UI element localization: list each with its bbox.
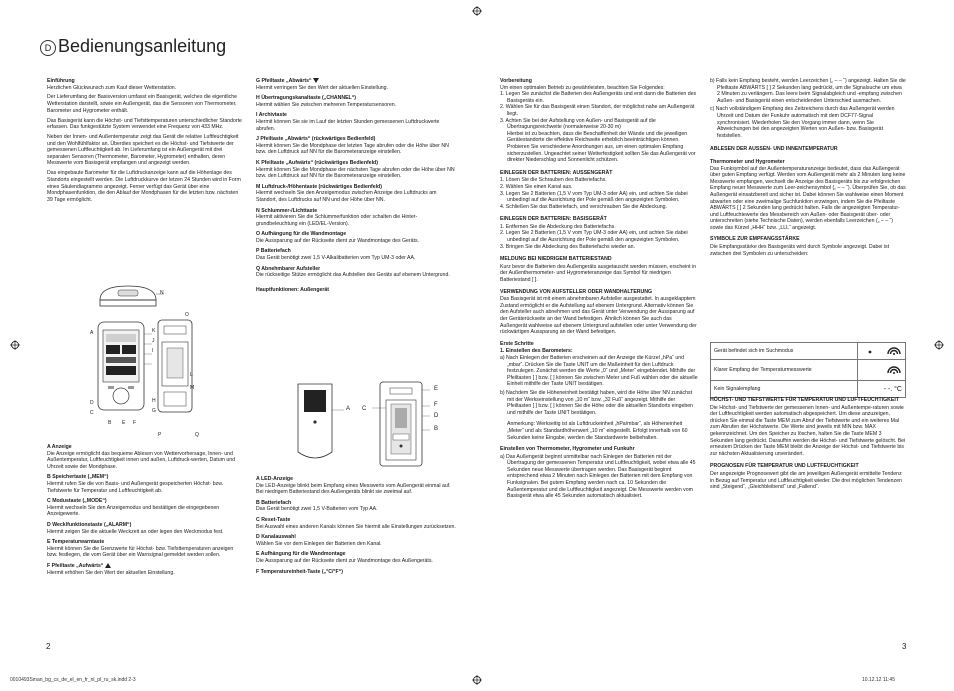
function-item: D Wecklfunktionstaste („ALARM“) Hiermit zeigen Sie die aktuelle Weckzeit an oder legen den Weckmodus fest. [47, 521, 224, 535]
section-heading: SYMBOLE ZUR EMPFANGSSTÄRKE [710, 236, 800, 243]
arrow-up-icon [105, 563, 111, 568]
column-reading-2: HÖCHST- UND TIEFSTWERTE FÜR TEMPERATUR UND LUFTFEUCHTIGKEIT Die Höchst- und Tiefstwerte der gemessenen Innen- und Außentempe-raturen sowie der Luftfeuchtigkeit werden automatisch abgespeichert. Um diese anzuzeigen, drücken Sie einmal die Taste MEM zum Abruf der Tiefstwerte und ein weiteres Mal zum Abrufen der Höchstwerte. Die Werte sind jeweils mit MIN bzw. MAX gekennzeichnet. Um den Speicher zu löschen, halten Sie die Taste MEM 3 Sekunden lang gedrückt. Daraufhin werden die Höchst- und Tiefstwerte gelöscht. Bei erneutem Drücken der Taste MEM bleibt die Anzeige der Höchst- und Tiefstwerte bis zur nächsten Aktualisierung unverändert. PROGNOSEN FÜR TEMPERATUR UND LUFTFEUCHTIGKEIT Der angezeigte Prognosewert gibt die am jeweiligen Außengerät ermittelte Tendenz in Bezug auf Temperatur und Luftfeuchtigkeit wieder. Die drei möglichen Tendenzen sind „Steigend“, „Gleichbleibend“ und „Fallend“. [710, 397, 906, 491]
callout-label: G [152, 408, 156, 414]
function-item: A LED-Anzeige Die LED-Anzeige blinkt beim Empfang eines Messwerts vom Außengerät einmal auf. Bei niedrigem Batteriestand des Außengeräts blinkt sie zweimal auf. [256, 476, 451, 496]
callout-label: M [190, 385, 195, 391]
intro-paragraph: Neben der Innen- und Außentemperatur zeigt das Gerät die relative Luftfeuchtigkeit und den Wohlfühlfaktor an. Überdies speichert es die Höchst- und Tiefstwerte der gemessenen Luftfeuchtigkeit ab. Im Lieferumfang ist ein Außengerät mit drei separaten Sensoren (Thermometer, Barometer, Hygrometer) enthalten, deren Messwerte vom Basisgerät empfangen und angezeigt werden. [47, 134, 239, 167]
page-title: Bedienungsanleitung [58, 36, 227, 56]
column-outdoor-functions [256, 476, 456, 579]
function-item: P Batteriefach Das Gerät benötigt zwei 1,5 V-Alkalibatterien vom Typ UM-3 oder AA. [256, 248, 416, 262]
signal-received-icon [862, 371, 902, 377]
subsection-heading: 1. Einstellen des Barometers: [500, 348, 573, 355]
section-heading: EINLEGEN DER BATTERIEN: BASISGERÄT [500, 216, 607, 223]
function-item: J Pfeiltaste „Abwärts“ (rückwärtiges Bedienfeld) Hiermit können Sie die Mondphase der letzten Tage abrufen oder die Höhe über NN bzw. den Luftdruck auf NN für die Barometeranzeige einstellen. [256, 136, 449, 156]
column-reading: b) Falls kein Empfang besteht, werden Leerzeichen („ ‒ ‒ “) angezeigt. Halten Sie die Pfeiltaste ABWÄRTS [ ] 2 Sekunden lang gedrückt, um die Signalsuche um etwa 2 Minuten zu verlängern. Das leere beim Signalabgleich und -empfang zwischen Außen- und Basisgerät einen entscheidenden Unterschied ausmachen. c) Nach vollständigem Empfang des Zeitzeichens durch das Außengerät werden Uhrzeit und Datum der Funkuhr automatisch mit dem DCF77-Signal synchronisiert. Wiederholen Sie den Vorgang immer dann, wenn Sie Abweichungen bei den angezeigten Werten von Außen- bzw. Basisgerät feststellen. ABLESEN DER AUSSEN- UND INNENTEMPERATUR Thermometer und Hygrometer Das Funksymbol auf der Außentemperaturanzeige bedeutet, dass das Außengerät über guten Empfang verfügt. Werden vom Außengerät mehr als 2 Minuten lang keine Messwerte empfangen, wechselt die Anzeige des Basisgeräts bis zur erfolgreichen Empfang neuer Messwerte zum Leer-zeichensymbol („ ‒ ‒ “). Überprüfen Sie, ob das Außengerät einsatzbereit und sicher ist. Dabei können Sie wahlweise einen Moment abwarten oder eine zweimalige Suchfunktion erzwingen, indem Sie die Pfeiltaste ABWÄRTS [ ] 2 Sekunden lang gedrückt halten. Falls die angezeigten Temperatur- und Luftfeuchtewerte des Messbereich von Außen- oder Basisgerät über- oder unterschreiten (siehe Technische Daten), werden ebenfalls Leerzeichen („ ‒ ‒ “) sowie das Kürzel „HHH“ bzw. „LLL“ angezeigt. SYMBOLE ZUR EMPFANGSSTÄRKE Die Empfangsstärke des Basisgeräts wird durch Symbole angezeigt. Dabei ist zwischen drei Symbolen zu unterscheiden: [710, 78, 906, 257]
function-item: C Modustaste („MODE“) Hiermit wechseln Sie den Anzeigemodus und bestätigen die eingegebenen Anzeigewerte. [47, 498, 220, 518]
subsection-heading: Thermometer und Hygrometer [710, 158, 785, 165]
section-heading: MELDUNG BEI NIEDRIGEM BATTERIESTAND [500, 256, 612, 263]
registration-mark-icon [472, 6, 482, 16]
column-base-functions-2 [256, 78, 456, 293]
function-item: F Pfeiltaste „Aufwärts“ Hiermit erhöhen Sie den Wert der aktuellen Einstellung. [47, 562, 175, 576]
page-number-left: 2 [46, 642, 51, 651]
section-heading: VERWENDUNG VON AUFSTELLER ODER WANDHALTERUNG [500, 288, 653, 295]
section-heading: ABLESEN DER AUSSEN- UND INNENTEMPERATUR [710, 146, 838, 153]
page-number-right: 3 [902, 642, 907, 651]
callout-label: F [133, 420, 137, 426]
function-item: M Luftdruck-/Höhentaste (rückwärtiges Bedienfeld) Hiermit wechseln Sie den Anzeigemodus zwischen Anzeige des Luftdrucks am Standort, des Luftdrucks auf NN und der Höhe über NN. [256, 183, 437, 203]
callout-label: L [190, 372, 193, 378]
function-item: H Übertragungskanaltaste („CHANNEL“) Hiermit wählen Sie zwischen mehreren Temperatursensoren. [256, 95, 397, 108]
callout-label: E [434, 386, 439, 392]
callout-label: A [346, 406, 351, 412]
section-heading: Einstellen von Thermometer, Hygrometer und Funkuhr [500, 446, 635, 453]
section-heading: HÖCHST- UND TIEFSTWERTE FÜR TEMPERATUR UND LUFTFEUCHTIGKEIT [710, 397, 899, 403]
callout-label: O [185, 312, 189, 318]
callout-label: B [434, 426, 439, 432]
section-heading: PROGNOSEN FÜR TEMPERATUR UND LUFTFEUCHTIGKEIT [710, 463, 859, 470]
callout-label: Q [195, 432, 199, 438]
callout-label: D [90, 400, 94, 406]
callout-label: K [152, 328, 156, 334]
print-slug-left: 0010493Sman_bg_cs_de_el_en_fr_nl_pl_ru_sk.indd 2-3 [10, 677, 136, 683]
function-item: C Reset-Taste Bei Auswahl eines anderen Kanals können Sie hiermit alle Einstellungen zurücksetzen. [256, 516, 456, 530]
table-row: Klarer Empfang der Temperaturmesswerte [711, 360, 906, 381]
column-intro [47, 78, 243, 207]
intro-paragraph: Herzlichen Glückwunsch zum Kauf dieser Wetterstation. [47, 84, 177, 91]
function-item: Q Abnehmbarer Aufsteller Die rückseitige Stütze ermöglicht das Aufstellen des Geräts auf ebenem Untergrund. [256, 265, 450, 279]
callout-label: H [152, 398, 156, 404]
function-item: E Aufhängung für die Wandmontage Die Aussparung auf der Rückseite dient zur Wandmontage des Außengeräts. [256, 551, 433, 564]
registration-mark-icon [472, 675, 482, 685]
callout-label: F [434, 402, 438, 408]
column-base-functions [47, 444, 243, 580]
intro-paragraph: Der Lieferumfang der Basisversion umfasst ein Basisgerät, welches die eigentliche Wetterstation darstellt, sowie ein Außengerät, das die Sensoren von Thermometer, Barometer und Hygrometer enthält. [47, 94, 238, 114]
function-item: E Temperaturwarntaste Hiermit können Sie die Grenzwerte für Höchst- bzw. Tiefsttemperaturen anzeigen bzw. festlegen, die vom Gerät über ein Warnsignal gemeldet werden sollen. [47, 539, 234, 559]
outdoor-sensor-illustration [290, 378, 440, 470]
intro-paragraph: Das Basisgerät kann die Höchst- und Tiefsttemperaturen unterschiedlicher Standorte erfassen. Das funkgestützte System verwendet eine Frequenz von 433 MHz. [47, 117, 242, 131]
note: Anmerkung: Werkseitig ist als Luftdruckeinheit „hPa/mbar“, als Höheneinheit „Meter“ und als Standardhöhenwert „10 m“ eingestellt. Erfolgt innerhalb von 60 Sekunden keine Eingabe, werden die Standardwerte beibehalten. [507, 421, 688, 441]
numbered-list: 1. Lösen Sie die Schrauben des Batteriefachs. 2. Wählen Sie einen Kanal aus. 3. Legen Sie 2 Batterien (1,5 V vom Typ UM-3 oder AA) ein, und achten Sie dabei unbedingt auf die Ausrichtung der Pole gemäß den angezeigten Symbolen. 4. Schließen Sie das Batteriefach, und verschrauben Sie die Abdeckung. [500, 177, 688, 210]
registration-mark-icon [10, 340, 20, 350]
language-badge: D [40, 40, 56, 56]
function-item: K Pfeiltaste „Aufwärts“ (rückwärtiges Bedienfeld) Hiermit können Sie die Mondphase der nächsten Tage abrufen oder die Höhe über NN bzw. den Luftdruck auf NN für die Barometeranzeige einstellen. [256, 159, 455, 180]
no-signal-symbol: - -. °C [858, 381, 906, 398]
function-item: O Aufhängung für die Wandmontage Die Aussparung auf der Rückseite dient zur Wandmontage des Geräts. [256, 231, 420, 244]
callout-label: C [90, 410, 94, 416]
intro-heading: Einführung [47, 78, 75, 84]
callout-label: E [122, 420, 126, 426]
callout-label: D [434, 413, 439, 419]
callout-label: C [362, 406, 367, 412]
base-station-illustration [88, 282, 198, 442]
callout-label: J [152, 338, 155, 344]
searching-signal-icon [862, 352, 902, 358]
callout-label: P [158, 432, 162, 438]
registration-mark-icon [934, 340, 944, 350]
callout-label: A [90, 330, 94, 336]
arrow-down-icon [313, 78, 319, 83]
function-item: D Kanalauswahl Wählen Sie vor dem Einlegen der Batterien den Kanal. [256, 534, 382, 547]
function-item: I Archivtaste Hiermit können Sie sie im Lauf der letzten Stunden gemessenen Luftdruckwerte abrufen. [256, 112, 440, 132]
function-item: F Temperatureinheit-Taste („°C/°F“) [256, 568, 343, 575]
intro-paragraph: Das eingebaute Barometer für die Luftdruckanzeige kann auf die Höhenlage des Standorts eingestellt werden. Die Luftdruckkurve der letzen 24 Stunden wird in Form eines Säulendiagramms angezeigt. Ferner verfügt das Gerät über eine Mondphasenfunktion, die den Ablauf der Mondphasen für die letzten bzw. nächsten 39 Tage ermöglicht. [47, 170, 241, 203]
function-item: A Anzeige Die Anzeige ermöglicht das bequeme Ablesen von Wettervorhersage, Innen- und Außentemperatur, Luftfeuchtigkeit innen und außen, Luftdruck-werten, Datum und Uhrzeit sowie der Mondphase. [47, 444, 236, 470]
callout-label: N [160, 290, 164, 296]
function-item: N Schlummer-/Lichttaste Hiermit aktivieren Sie die Schlummerfunktion oder schalten die Hinter-grundbeleuchtung ein (LED/EL-Version). [256, 207, 418, 227]
callout-label: I [152, 348, 154, 354]
outdoor-heading: Hauptfunktionen: Außengerät [256, 286, 330, 293]
function-item: B Speichertaste („MEM“) Hiermit rufen Sie die von Basis- und Außengerät gespeicherten Höchst- bzw. Tiefstwerte für Temperatur und Luftfeuchtigkeit ab. [47, 474, 224, 494]
section-heading: Vorbereitung [500, 78, 532, 84]
section-heading: Erste Schritte [500, 340, 534, 347]
function-item: B Batteriefach Das Gerät benötigt zwei 1,5 V-Batterien vom Typ AA. [256, 499, 378, 513]
column-setup: Vorbereitung Um einen optimalen Betrieb zu gewährleisten, beachten Sie Folgendes: 1. Legen Sie zunächst die Batterien des Außengeräts und erst dann die Batterien des Basisgeräts ein. 2. Wählen Sie für das Basisgerät einen Standort, der möglichst nahe am Außengerät liegt. 3. Achten Sie bei der Aufstellung von Außen- und Basisgerät auf die Übertragungsreichweite (normalerweise 20-30 m) Hierbei ist zu beachten, dass die Beschaffenheit der Wände und die jeweiligen Gerätestandorte die effektive Reichweite erheblich beeinträchtigen können. Probieren Sie verschiedene Anordnungen aus, um einen optimalen Empfang sicherzustellen. Ungeachtet seiner Wetterfestigkeit sollten Sie das Außengerät vor direkter Niederschlag und Sonnenlicht schützen. EINLEGEN DER BATTERIEN: AUSSENGERÄT 1. Lösen Sie die Schrauben des Batteriefachs. 2. Wählen Sie einen Kanal aus. 3. Legen Sie 2 Batterien (1,5 V vom Typ UM-3 oder AA) ein, und achten Sie dabei unbedingt auf die Ausrichtung der Pole gemäß den angezeigten Symbolen. 4. Schließen Sie das Batteriefach, und verschrauben Sie die Abdeckung. EINLEGEN DER BATTERIEN: BASISGERÄT 1. Entfernen Sie die Abdeckung des Batteriefachs. 2. Legen Sie 2 Batterien (1,5 V vom Typ UM-3 oder AA) ein, und achten Sie dabei unbedingt auf die Ausrichtung der Pole gemäß den angezeigten Symbolen. 3. Bringen Sie die Abdeckung des Batteriefachs wieder an. MELDUNG BEI NIEDRIGEM BATTERIESTAND Kurz bevor die Batterien des Außengeräts ausgetauscht werden müssen, erscheint in der Außenthermometer- und Hygrometeranzeige das Symbol für niedrigen Batteriestand [ ]. VERWENDUNG VON AUFSTELLER ODER WANDHALTERUNG Das Basisgerät ist mit einem abnehmbaren Aufsteller ausgestattet. In ausgeklapptem Zustand ermöglicht er die Aufstellung auf ebenem Untergrund. Alternativ können Sie den Aufsteller auch abnehmen und das Gerät unter Verwendung der Aussparung auf der Geräterückseite an der Wand befestigen. Ähnlich können Sie auch das Außengerät wahlweise auf ebenem Untergrund aufstellen oder unter Verwendung der rückwärtigen Aussparung an der Wand befestigen. Erste Schritte 1. Einstellen des Barometers: a) Nach Einlegen der Batterien erscheinen auf der Anzeige die Kürzel „hPa“ und „mbar“. Drücken Sie die Taste UNIT um die Maßeinheit für den Luftdruck festzulegen. Zunächst werden die Werte „0“ und „Meter“ eingeblendet. Mithilfe der Pfeiltasten [ ] bzw. [ ] können Sie zwischen Meter und Fuß wählen oder die aktuelle Einheit mithilfe der Taste UNIT bestätigen. b) Nachdem Sie die Höheneinheit bestätigt haben, wird die Höhe über NN zunächst mit der Werkseinstellung von „10 m“ bzw. „32 Fuß“ angezeigt. Mithilfe der Pfeiltasten [ ] bzw. [ ] können Sie die Höhe oder die aktuellen Standorts eingeben und mithilfe der Taste UNIT bestätigen. Anmerkung: Werkseitig ist als Luftdruckeinheit „hPa/mbar“, als Höheneinheit „Meter“ und als Standardhöhenwert „10 m“ eingestellt. Erfolgt innerhalb von 60 Sekunden keine Eingabe, werden die Standardwerte beibehalten. Einstellen von Thermometer, Hygrometer und Funkuhr a) Das Außengerät beginnt unmittelbar nach Einlegen der Batterien mit der Übertragung der gemessenen Temperatur und Luftfeuchtigkeit, wobei etwa alle 45 Sekunden neue Messwerte übertragen werden. Das Basisgerät beginnt entsprechend etwa 2 Minuten nach Einlegen der Batterien mit dem Empfang von Funksignalen. Bei gutem Empfang werden nach ca. 10 Sekunden die Außentemperatur und die Luftfeuchtigkeit angezeigt. Die Messwerte werden vom Basisgerät etwa alle 45 Sekunden automatisch aktualisiert. [500, 78, 698, 500]
table-row: Kein Signalempfang - -. °C [711, 381, 906, 398]
numbered-list: 1. Entfernen Sie die Abdeckung des Batteriefachs. 2. Legen Sie 2 Batterien (1,5 V vom Typ UM-3 oder AA) ein, und achten Sie dabei unbedingt auf die Ausrichtung der Pole gemäß den angezeigten Symbolen. 3. Bringen Sie die Abdeckung des Batteriefachs wieder an. [500, 223, 688, 250]
section-heading: EINLEGEN DER BATTERIEN: AUSSENGERÄT [500, 169, 613, 176]
numbered-list: 1. Legen Sie zunächst die Batterien des Außengeräts und erst dann die Batterien des Basisgeräts ein. 2. Wählen Sie für das Basisgerät einen Standort, der möglichst nahe am Außengerät liegt. 3. Achten Sie bei der Aufstellung von Außen- und Basisgerät auf die Übertragungsreichweite (normalerweise 20-30 m) Hierbei ist zu beachten, dass die Beschaffenheit der Wände und die jeweiligen Gerätestandorte die effektive Reichweite erheblich beeinträchtigen können. Probieren Sie verschiedene Anordnungen aus, um einen optimalen Empfang sicherzustellen. Ungeachtet seiner Wetterfestigkeit sollten Sie das Außengerät vor direkter Niederschlag und Sonnenlicht schützen. [500, 91, 697, 164]
function-item: G Pfeiltaste „Abwärts“ Hiermit verringern Sie den Wert der aktuellen Einstellung. [256, 78, 388, 91]
signal-symbol-table [710, 342, 906, 398]
print-slug-right: 10.12.12 11:45 [862, 677, 895, 683]
table-row: Gerät befindet sich im Suchmodus [711, 343, 906, 360]
callout-label: B [108, 420, 112, 426]
